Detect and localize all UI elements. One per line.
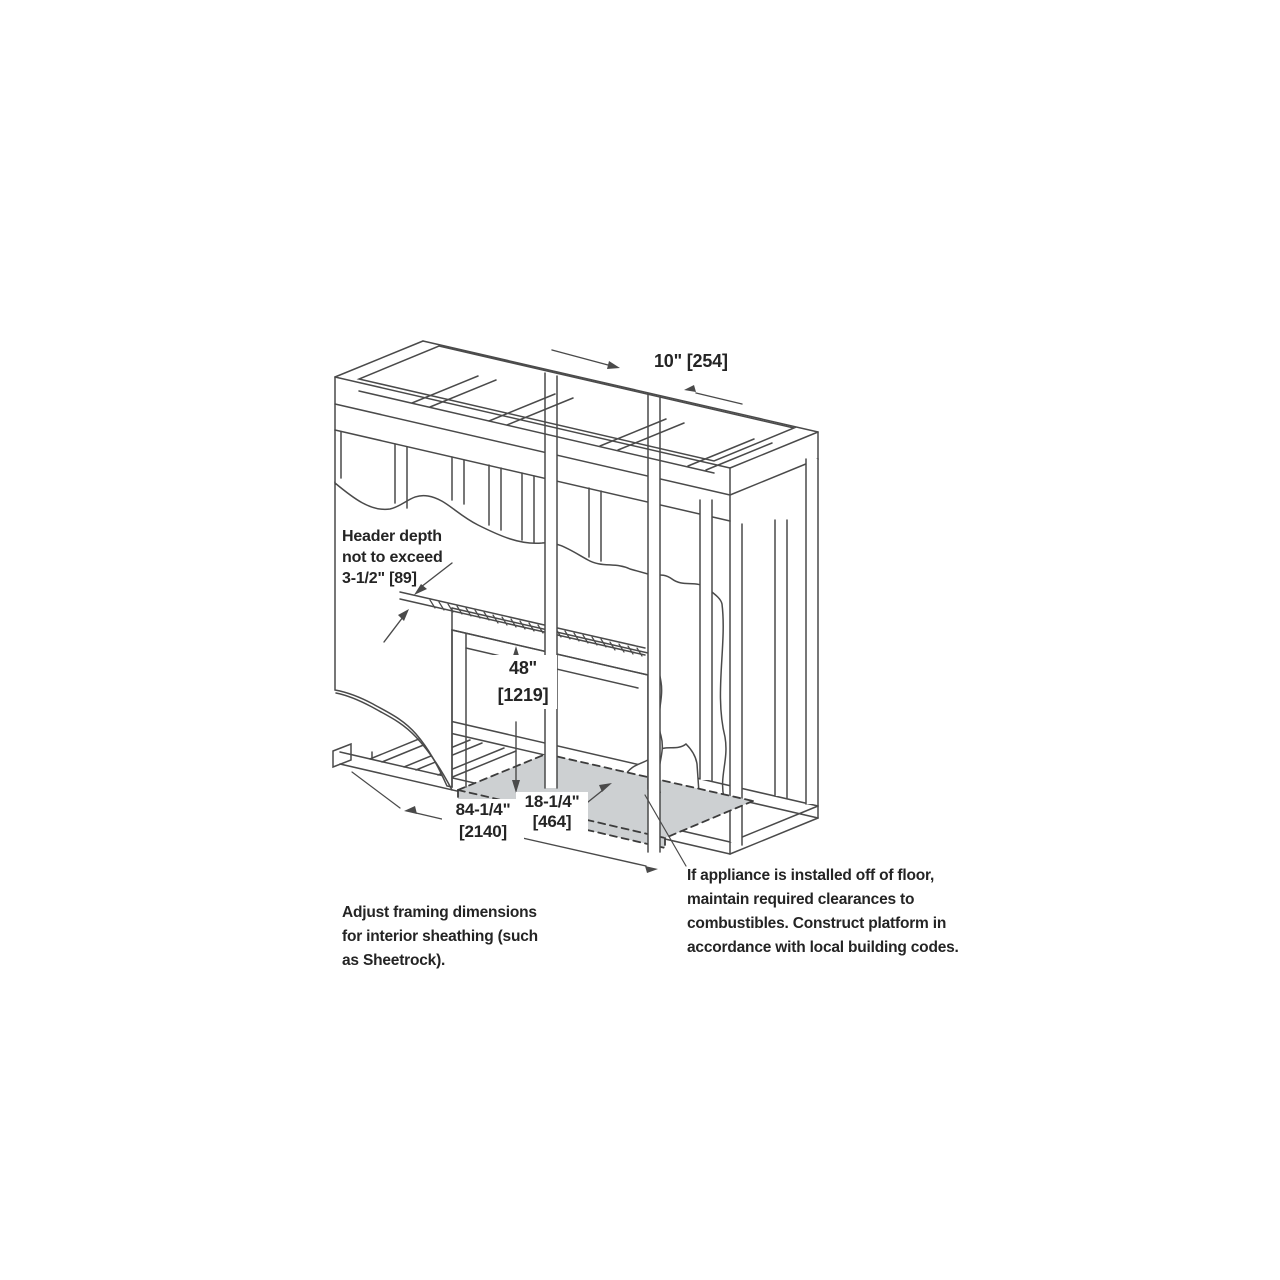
dim-depth-metric: [464] xyxy=(532,812,572,831)
note-sheathing-line: Adjust framing dimensions xyxy=(342,904,537,921)
front-sheathing xyxy=(335,430,662,792)
note-platform xyxy=(687,864,959,960)
dim-label-width xyxy=(442,799,524,843)
note-header-depth-line: not to exceed xyxy=(342,549,443,566)
note-sheathing xyxy=(342,901,538,973)
wall-studs-back xyxy=(700,459,818,845)
dim-width-value: 84-1/4" xyxy=(455,800,511,819)
dim-width-metric: [2140] xyxy=(459,822,507,841)
note-platform-line: maintain required clearances to xyxy=(687,891,915,908)
note-platform-line: combustibles. Construct platform in xyxy=(687,915,947,932)
dim-label-top-clearance: 10" [254] xyxy=(654,351,728,371)
dim-label-depth xyxy=(516,792,588,832)
dim-label-height xyxy=(489,655,557,709)
note-sheathing-line: as Sheetrock). xyxy=(342,952,446,969)
note-header-depth-line: 3-1/2" [89] xyxy=(342,570,417,587)
note-header-depth-line: Header depth xyxy=(342,528,442,545)
dim-height-value: 48" xyxy=(509,658,537,678)
note-platform-line: accordance with local building codes. xyxy=(687,939,959,956)
dim-depth-value: 18-1/4" xyxy=(524,792,580,811)
note-sheathing-line: for interior sheathing (such xyxy=(342,928,538,945)
note-header-depth xyxy=(342,526,443,589)
note-platform-line: If appliance is installed off of floor, xyxy=(687,867,935,884)
opening-jambs xyxy=(452,630,466,787)
dim-height-metric: [1219] xyxy=(497,685,549,705)
